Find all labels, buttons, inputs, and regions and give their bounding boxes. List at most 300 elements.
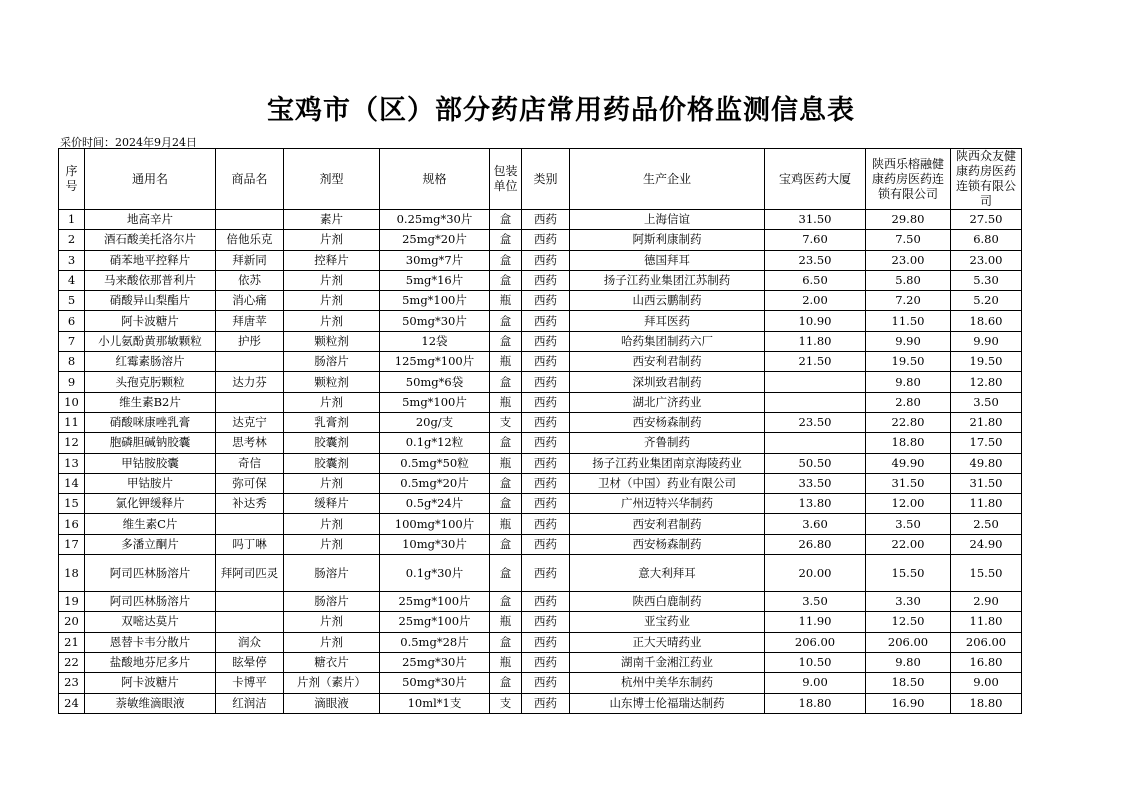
cell-brand-name: 补达秀 <box>216 494 284 514</box>
cell-price-zhongyou: 9.90 <box>951 331 1022 351</box>
cell-brand-name: 眩晕停 <box>216 652 284 672</box>
cell-manufacturer: 深圳致君制药 <box>570 372 765 392</box>
cell-generic-name: 阿卡波糖片 <box>85 311 216 331</box>
cell-price-lerongrong: 3.50 <box>866 514 951 534</box>
cell-pack-unit: 盒 <box>490 331 522 351</box>
table-row <box>59 673 1022 693</box>
cell-generic-name: 头孢克肟颗粒 <box>85 372 216 392</box>
cell-pack-unit: 支 <box>490 412 522 432</box>
cell-price-baoji: 6.50 <box>765 270 866 290</box>
cell-category: 西药 <box>522 494 570 514</box>
cell-pack-unit: 盒 <box>490 473 522 493</box>
table-row <box>59 331 1022 351</box>
cell-category: 西药 <box>522 392 570 412</box>
table-row <box>59 372 1022 392</box>
table-row <box>59 612 1022 632</box>
cell-price-baoji: 33.50 <box>765 473 866 493</box>
header-generic-name: 通用名 <box>85 149 216 210</box>
cell-price-zhongyou: 6.80 <box>951 230 1022 250</box>
cell-spec: 0.25mg*30片 <box>380 210 490 230</box>
cell-seq: 5 <box>59 291 85 311</box>
table-row <box>59 693 1022 713</box>
cell-price-lerongrong: 22.00 <box>866 534 951 554</box>
cell-pack-unit: 盒 <box>490 311 522 331</box>
cell-price-zhongyou: 23.00 <box>951 250 1022 270</box>
cell-price-baoji <box>765 372 866 392</box>
cell-manufacturer: 西安杨森制药 <box>570 412 765 432</box>
cell-price-baoji: 50.50 <box>765 453 866 473</box>
cell-price-baoji: 3.60 <box>765 514 866 534</box>
cell-dosage-form: 胶囊剂 <box>284 433 380 453</box>
cell-price-baoji: 11.80 <box>765 331 866 351</box>
cell-generic-name: 阿司匹林肠溶片 <box>85 555 216 592</box>
header-spec: 规格 <box>380 149 490 210</box>
header-seq: 序号 <box>59 149 85 210</box>
cell-generic-name: 地高辛片 <box>85 210 216 230</box>
cell-dosage-form: 片剂 <box>284 514 380 534</box>
cell-generic-name: 小儿氨酚黄那敏颗粒 <box>85 331 216 351</box>
cell-price-zhongyou: 5.30 <box>951 270 1022 290</box>
cell-category: 西药 <box>522 555 570 592</box>
cell-category: 西药 <box>522 473 570 493</box>
cell-price-zhongyou: 15.50 <box>951 555 1022 592</box>
header-store-lerongrong: 陕西乐榕融健康药房医药连锁有限公司 <box>866 149 951 210</box>
cell-category: 西药 <box>522 270 570 290</box>
table-row <box>59 291 1022 311</box>
cell-seq: 11 <box>59 412 85 432</box>
cell-pack-unit: 盒 <box>490 555 522 592</box>
cell-seq: 19 <box>59 592 85 612</box>
cell-generic-name: 硝酸咪康唑乳膏 <box>85 412 216 432</box>
cell-pack-unit: 盒 <box>490 270 522 290</box>
cell-price-zhongyou: 9.00 <box>951 673 1022 693</box>
cell-price-baoji: 206.00 <box>765 632 866 652</box>
header-dosage-form: 剂型 <box>284 149 380 210</box>
cell-seq: 21 <box>59 632 85 652</box>
cell-pack-unit: 盒 <box>490 592 522 612</box>
cell-price-baoji: 10.90 <box>765 311 866 331</box>
cell-brand-name: 吗丁啉 <box>216 534 284 554</box>
price-table <box>58 148 1022 714</box>
cell-price-zhongyou: 16.80 <box>951 652 1022 672</box>
cell-manufacturer: 杭州中美华东制药 <box>570 673 765 693</box>
cell-generic-name: 维生素B2片 <box>85 392 216 412</box>
cell-manufacturer: 卫材（中国）药业有限公司 <box>570 473 765 493</box>
cell-spec: 10ml*1支 <box>380 693 490 713</box>
cell-generic-name: 多潘立酮片 <box>85 534 216 554</box>
cell-price-lerongrong: 11.50 <box>866 311 951 331</box>
cell-price-zhongyou: 5.20 <box>951 291 1022 311</box>
cell-price-baoji: 21.50 <box>765 352 866 372</box>
cell-generic-name: 红霉素肠溶片 <box>85 352 216 372</box>
cell-spec: 5mg*100片 <box>380 392 490 412</box>
cell-spec: 0.5mg*50粒 <box>380 453 490 473</box>
header-row <box>59 149 1022 210</box>
cell-seq: 10 <box>59 392 85 412</box>
header-category: 类别 <box>522 149 570 210</box>
cell-dosage-form: 糖衣片 <box>284 652 380 672</box>
cell-price-lerongrong: 16.90 <box>866 693 951 713</box>
cell-brand-name <box>216 514 284 534</box>
cell-price-lerongrong: 2.80 <box>866 392 951 412</box>
cell-price-lerongrong: 12.00 <box>866 494 951 514</box>
cell-pack-unit: 盒 <box>490 534 522 554</box>
table-row <box>59 433 1022 453</box>
cell-price-zhongyou: 11.80 <box>951 494 1022 514</box>
cell-brand-name: 倍他乐克 <box>216 230 284 250</box>
cell-seq: 4 <box>59 270 85 290</box>
cell-price-baoji: 31.50 <box>765 210 866 230</box>
cell-spec: 5mg*16片 <box>380 270 490 290</box>
cell-manufacturer: 山西云鹏制药 <box>570 291 765 311</box>
cell-manufacturer: 阿斯利康制药 <box>570 230 765 250</box>
cell-manufacturer: 陕西白鹿制药 <box>570 592 765 612</box>
cell-category: 西药 <box>522 632 570 652</box>
cell-generic-name: 马来酸依那普利片 <box>85 270 216 290</box>
cell-spec: 50mg*6袋 <box>380 372 490 392</box>
cell-price-baoji: 13.80 <box>765 494 866 514</box>
cell-dosage-form: 片剂 <box>284 534 380 554</box>
cell-spec: 25mg*100片 <box>380 592 490 612</box>
cell-dosage-form: 颗粒剂 <box>284 372 380 392</box>
table-row <box>59 270 1022 290</box>
header-store-baoji: 宝鸡医药大厦 <box>765 149 866 210</box>
table-row <box>59 473 1022 493</box>
cell-price-lerongrong: 18.80 <box>866 433 951 453</box>
cell-dosage-form: 肠溶片 <box>284 592 380 612</box>
cell-generic-name: 酒石酸美托洛尔片 <box>85 230 216 250</box>
cell-category: 西药 <box>522 291 570 311</box>
cell-generic-name: 硝酸异山梨酯片 <box>85 291 216 311</box>
table-row <box>59 555 1022 592</box>
cell-brand-name <box>216 352 284 372</box>
cell-seq: 2 <box>59 230 85 250</box>
cell-price-zhongyou: 11.80 <box>951 612 1022 632</box>
cell-seq: 24 <box>59 693 85 713</box>
cell-seq: 13 <box>59 453 85 473</box>
cell-category: 西药 <box>522 673 570 693</box>
cell-brand-name <box>216 392 284 412</box>
cell-dosage-form: 乳膏剂 <box>284 412 380 432</box>
cell-manufacturer: 扬子江药业集团南京海陵药业 <box>570 453 765 473</box>
cell-spec: 25mg*20片 <box>380 230 490 250</box>
cell-pack-unit: 瓶 <box>490 392 522 412</box>
cell-price-lerongrong: 9.90 <box>866 331 951 351</box>
cell-manufacturer: 上海信谊 <box>570 210 765 230</box>
cell-dosage-form: 片剂 <box>284 230 380 250</box>
cell-dosage-form: 控释片 <box>284 250 380 270</box>
table-row <box>59 592 1022 612</box>
cell-brand-name <box>216 612 284 632</box>
cell-spec: 0.1g*12粒 <box>380 433 490 453</box>
cell-dosage-form: 颗粒剂 <box>284 331 380 351</box>
cell-seq: 23 <box>59 673 85 693</box>
cell-generic-name: 维生素C片 <box>85 514 216 534</box>
cell-price-zhongyou: 18.60 <box>951 311 1022 331</box>
cell-generic-name: 双嘧达莫片 <box>85 612 216 632</box>
cell-seq: 18 <box>59 555 85 592</box>
cell-manufacturer: 西安利君制药 <box>570 514 765 534</box>
cell-pack-unit: 瓶 <box>490 291 522 311</box>
cell-seq: 3 <box>59 250 85 270</box>
cell-price-lerongrong: 5.80 <box>866 270 951 290</box>
cell-price-lerongrong: 49.90 <box>866 453 951 473</box>
cell-pack-unit: 盒 <box>490 250 522 270</box>
cell-dosage-form: 胶囊剂 <box>284 453 380 473</box>
cell-price-lerongrong: 18.50 <box>866 673 951 693</box>
cell-pack-unit: 盒 <box>490 433 522 453</box>
cell-manufacturer: 哈药集团制药六厂 <box>570 331 765 351</box>
cell-manufacturer: 正大天晴药业 <box>570 632 765 652</box>
cell-price-baoji: 26.80 <box>765 534 866 554</box>
cell-category: 西药 <box>522 433 570 453</box>
cell-category: 西药 <box>522 230 570 250</box>
cell-pack-unit: 盒 <box>490 230 522 250</box>
cell-price-baoji: 3.50 <box>765 592 866 612</box>
cell-brand-name <box>216 210 284 230</box>
cell-seq: 8 <box>59 352 85 372</box>
cell-brand-name: 红润洁 <box>216 693 284 713</box>
cell-seq: 20 <box>59 612 85 632</box>
cell-generic-name: 硝苯地平控释片 <box>85 250 216 270</box>
cell-dosage-form: 片剂 <box>284 473 380 493</box>
cell-pack-unit: 盒 <box>490 494 522 514</box>
table-row <box>59 632 1022 652</box>
cell-brand-name: 奇信 <box>216 453 284 473</box>
table-row <box>59 494 1022 514</box>
cell-spec: 5mg*100片 <box>380 291 490 311</box>
cell-seq: 16 <box>59 514 85 534</box>
cell-dosage-form: 片剂 <box>284 311 380 331</box>
cell-category: 西药 <box>522 652 570 672</box>
cell-dosage-form: 肠溶片 <box>284 352 380 372</box>
cell-dosage-form: 片剂 <box>284 270 380 290</box>
cell-price-lerongrong: 23.00 <box>866 250 951 270</box>
table-row <box>59 652 1022 672</box>
cell-generic-name: 阿司匹林肠溶片 <box>85 592 216 612</box>
cell-manufacturer: 扬子江药业集团江苏制药 <box>570 270 765 290</box>
cell-spec: 25mg*30片 <box>380 652 490 672</box>
cell-price-baoji: 7.60 <box>765 230 866 250</box>
cell-pack-unit: 支 <box>490 693 522 713</box>
cell-price-zhongyou: 21.80 <box>951 412 1022 432</box>
cell-category: 西药 <box>522 612 570 632</box>
cell-price-zhongyou: 19.50 <box>951 352 1022 372</box>
cell-price-lerongrong: 7.50 <box>866 230 951 250</box>
cell-price-lerongrong: 31.50 <box>866 473 951 493</box>
cell-generic-name: 萘敏维滴眼液 <box>85 693 216 713</box>
cell-generic-name: 盐酸地芬尼多片 <box>85 652 216 672</box>
cell-seq: 14 <box>59 473 85 493</box>
cell-brand-name: 卡博平 <box>216 673 284 693</box>
cell-generic-name: 恩替卡韦分散片 <box>85 632 216 652</box>
cell-manufacturer: 广州迈特兴华制药 <box>570 494 765 514</box>
cell-brand-name: 拜新同 <box>216 250 284 270</box>
cell-dosage-form: 片剂 <box>284 612 380 632</box>
cell-brand-name: 拜阿司匹灵 <box>216 555 284 592</box>
cell-spec: 0.5mg*28片 <box>380 632 490 652</box>
cell-price-lerongrong: 29.80 <box>866 210 951 230</box>
cell-spec: 0.5g*24片 <box>380 494 490 514</box>
cell-spec: 30mg*7片 <box>380 250 490 270</box>
cell-dosage-form: 片剂 <box>284 392 380 412</box>
cell-spec: 12袋 <box>380 331 490 351</box>
cell-pack-unit: 盒 <box>490 372 522 392</box>
cell-brand-name: 思考林 <box>216 433 284 453</box>
cell-price-zhongyou: 2.90 <box>951 592 1022 612</box>
cell-manufacturer: 拜耳医药 <box>570 311 765 331</box>
cell-category: 西药 <box>522 311 570 331</box>
cell-brand-name: 达力芬 <box>216 372 284 392</box>
cell-seq: 17 <box>59 534 85 554</box>
cell-manufacturer: 齐鲁制药 <box>570 433 765 453</box>
cell-price-zhongyou: 206.00 <box>951 632 1022 652</box>
cell-spec: 50mg*30片 <box>380 311 490 331</box>
cell-price-baoji: 23.50 <box>765 250 866 270</box>
header-store-zhongyou: 陕西众友健康药房医药连锁有限公司 <box>951 149 1022 210</box>
cell-spec: 125mg*100片 <box>380 352 490 372</box>
cell-price-zhongyou: 3.50 <box>951 392 1022 412</box>
cell-spec: 0.5mg*20片 <box>380 473 490 493</box>
cell-dosage-form: 缓释片 <box>284 494 380 514</box>
cell-manufacturer: 德国拜耳 <box>570 250 765 270</box>
header-brand-name: 商品名 <box>216 149 284 210</box>
cell-spec: 100mg*100片 <box>380 514 490 534</box>
cell-seq: 1 <box>59 210 85 230</box>
cell-spec: 20g/支 <box>380 412 490 432</box>
cell-price-zhongyou: 18.80 <box>951 693 1022 713</box>
table-row <box>59 412 1022 432</box>
cell-category: 西药 <box>522 453 570 473</box>
table-row <box>59 453 1022 473</box>
cell-generic-name: 甲钴胺胶囊 <box>85 453 216 473</box>
cell-price-lerongrong: 12.50 <box>866 612 951 632</box>
cell-pack-unit: 盒 <box>490 632 522 652</box>
cell-spec: 50mg*30片 <box>380 673 490 693</box>
cell-pack-unit: 瓶 <box>490 352 522 372</box>
cell-manufacturer: 山东博士伦福瑞达制药 <box>570 693 765 713</box>
cell-category: 西药 <box>522 372 570 392</box>
header-pack-unit: 包装单位 <box>490 149 522 210</box>
table-row <box>59 230 1022 250</box>
cell-generic-name: 氯化钾缓释片 <box>85 494 216 514</box>
cell-category: 西药 <box>522 250 570 270</box>
cell-dosage-form: 片剂 <box>284 291 380 311</box>
table-row <box>59 514 1022 534</box>
cell-price-baoji: 10.50 <box>765 652 866 672</box>
cell-category: 西药 <box>522 592 570 612</box>
cell-brand-name: 达克宁 <box>216 412 284 432</box>
cell-dosage-form: 片剂（素片） <box>284 673 380 693</box>
cell-price-baoji: 23.50 <box>765 412 866 432</box>
cell-spec: 0.1g*30片 <box>380 555 490 592</box>
cell-dosage-form: 片剂 <box>284 632 380 652</box>
cell-pack-unit: 盒 <box>490 673 522 693</box>
table-row <box>59 534 1022 554</box>
cell-dosage-form: 素片 <box>284 210 380 230</box>
cell-brand-name: 拜唐苹 <box>216 311 284 331</box>
cell-category: 西药 <box>522 352 570 372</box>
table-row <box>59 210 1022 230</box>
cell-price-lerongrong: 9.80 <box>866 372 951 392</box>
cell-category: 西药 <box>522 693 570 713</box>
cell-manufacturer: 西安杨森制药 <box>570 534 765 554</box>
cell-price-lerongrong: 3.30 <box>866 592 951 612</box>
cell-price-zhongyou: 31.50 <box>951 473 1022 493</box>
cell-generic-name: 甲钴胺片 <box>85 473 216 493</box>
cell-price-lerongrong: 15.50 <box>866 555 951 592</box>
cell-spec: 10mg*30片 <box>380 534 490 554</box>
cell-dosage-form: 肠溶片 <box>284 555 380 592</box>
cell-price-lerongrong: 22.80 <box>866 412 951 432</box>
cell-price-lerongrong: 7.20 <box>866 291 951 311</box>
cell-price-baoji: 11.90 <box>765 612 866 632</box>
cell-price-zhongyou: 27.50 <box>951 210 1022 230</box>
cell-pack-unit: 瓶 <box>490 453 522 473</box>
table-row <box>59 392 1022 412</box>
cell-generic-name: 阿卡波糖片 <box>85 673 216 693</box>
cell-category: 西药 <box>522 210 570 230</box>
cell-price-lerongrong: 9.80 <box>866 652 951 672</box>
cell-price-zhongyou: 2.50 <box>951 514 1022 534</box>
cell-price-baoji: 2.00 <box>765 291 866 311</box>
cell-manufacturer: 湖北广济药业 <box>570 392 765 412</box>
cell-price-baoji <box>765 433 866 453</box>
cell-manufacturer: 湖南千金湘江药业 <box>570 652 765 672</box>
table-row <box>59 311 1022 331</box>
cell-category: 西药 <box>522 412 570 432</box>
cell-price-lerongrong: 19.50 <box>866 352 951 372</box>
cell-manufacturer: 意大利拜耳 <box>570 555 765 592</box>
cell-price-zhongyou: 49.80 <box>951 453 1022 473</box>
table-row <box>59 250 1022 270</box>
cell-brand-name: 依苏 <box>216 270 284 290</box>
header-manufacturer: 生产企业 <box>570 149 765 210</box>
cell-seq: 22 <box>59 652 85 672</box>
cell-price-zhongyou: 12.80 <box>951 372 1022 392</box>
cell-brand-name <box>216 592 284 612</box>
cell-manufacturer: 亚宝药业 <box>570 612 765 632</box>
cell-price-baoji <box>765 392 866 412</box>
cell-seq: 12 <box>59 433 85 453</box>
cell-brand-name: 护彤 <box>216 331 284 351</box>
cell-pack-unit: 盒 <box>490 210 522 230</box>
cell-seq: 7 <box>59 331 85 351</box>
cell-brand-name: 弥可保 <box>216 473 284 493</box>
cell-category: 西药 <box>522 331 570 351</box>
cell-category: 西药 <box>522 514 570 534</box>
cell-brand-name: 消心痛 <box>216 291 284 311</box>
cell-seq: 9 <box>59 372 85 392</box>
cell-price-zhongyou: 24.90 <box>951 534 1022 554</box>
cell-pack-unit: 瓶 <box>490 652 522 672</box>
cell-price-baoji: 20.00 <box>765 555 866 592</box>
cell-seq: 15 <box>59 494 85 514</box>
cell-seq: 6 <box>59 311 85 331</box>
cell-spec: 25mg*100片 <box>380 612 490 632</box>
cell-price-baoji: 18.80 <box>765 693 866 713</box>
cell-pack-unit: 瓶 <box>490 514 522 534</box>
cell-category: 西药 <box>522 534 570 554</box>
cell-dosage-form: 滴眼液 <box>284 693 380 713</box>
cell-generic-name: 胞磷胆碱钠胶囊 <box>85 433 216 453</box>
cell-manufacturer: 西安利君制药 <box>570 352 765 372</box>
survey-date: 采价时间：2024年9月24日 <box>60 136 197 149</box>
cell-price-baoji: 9.00 <box>765 673 866 693</box>
cell-price-zhongyou: 17.50 <box>951 433 1022 453</box>
table-row <box>59 352 1022 372</box>
cell-price-lerongrong: 206.00 <box>866 632 951 652</box>
